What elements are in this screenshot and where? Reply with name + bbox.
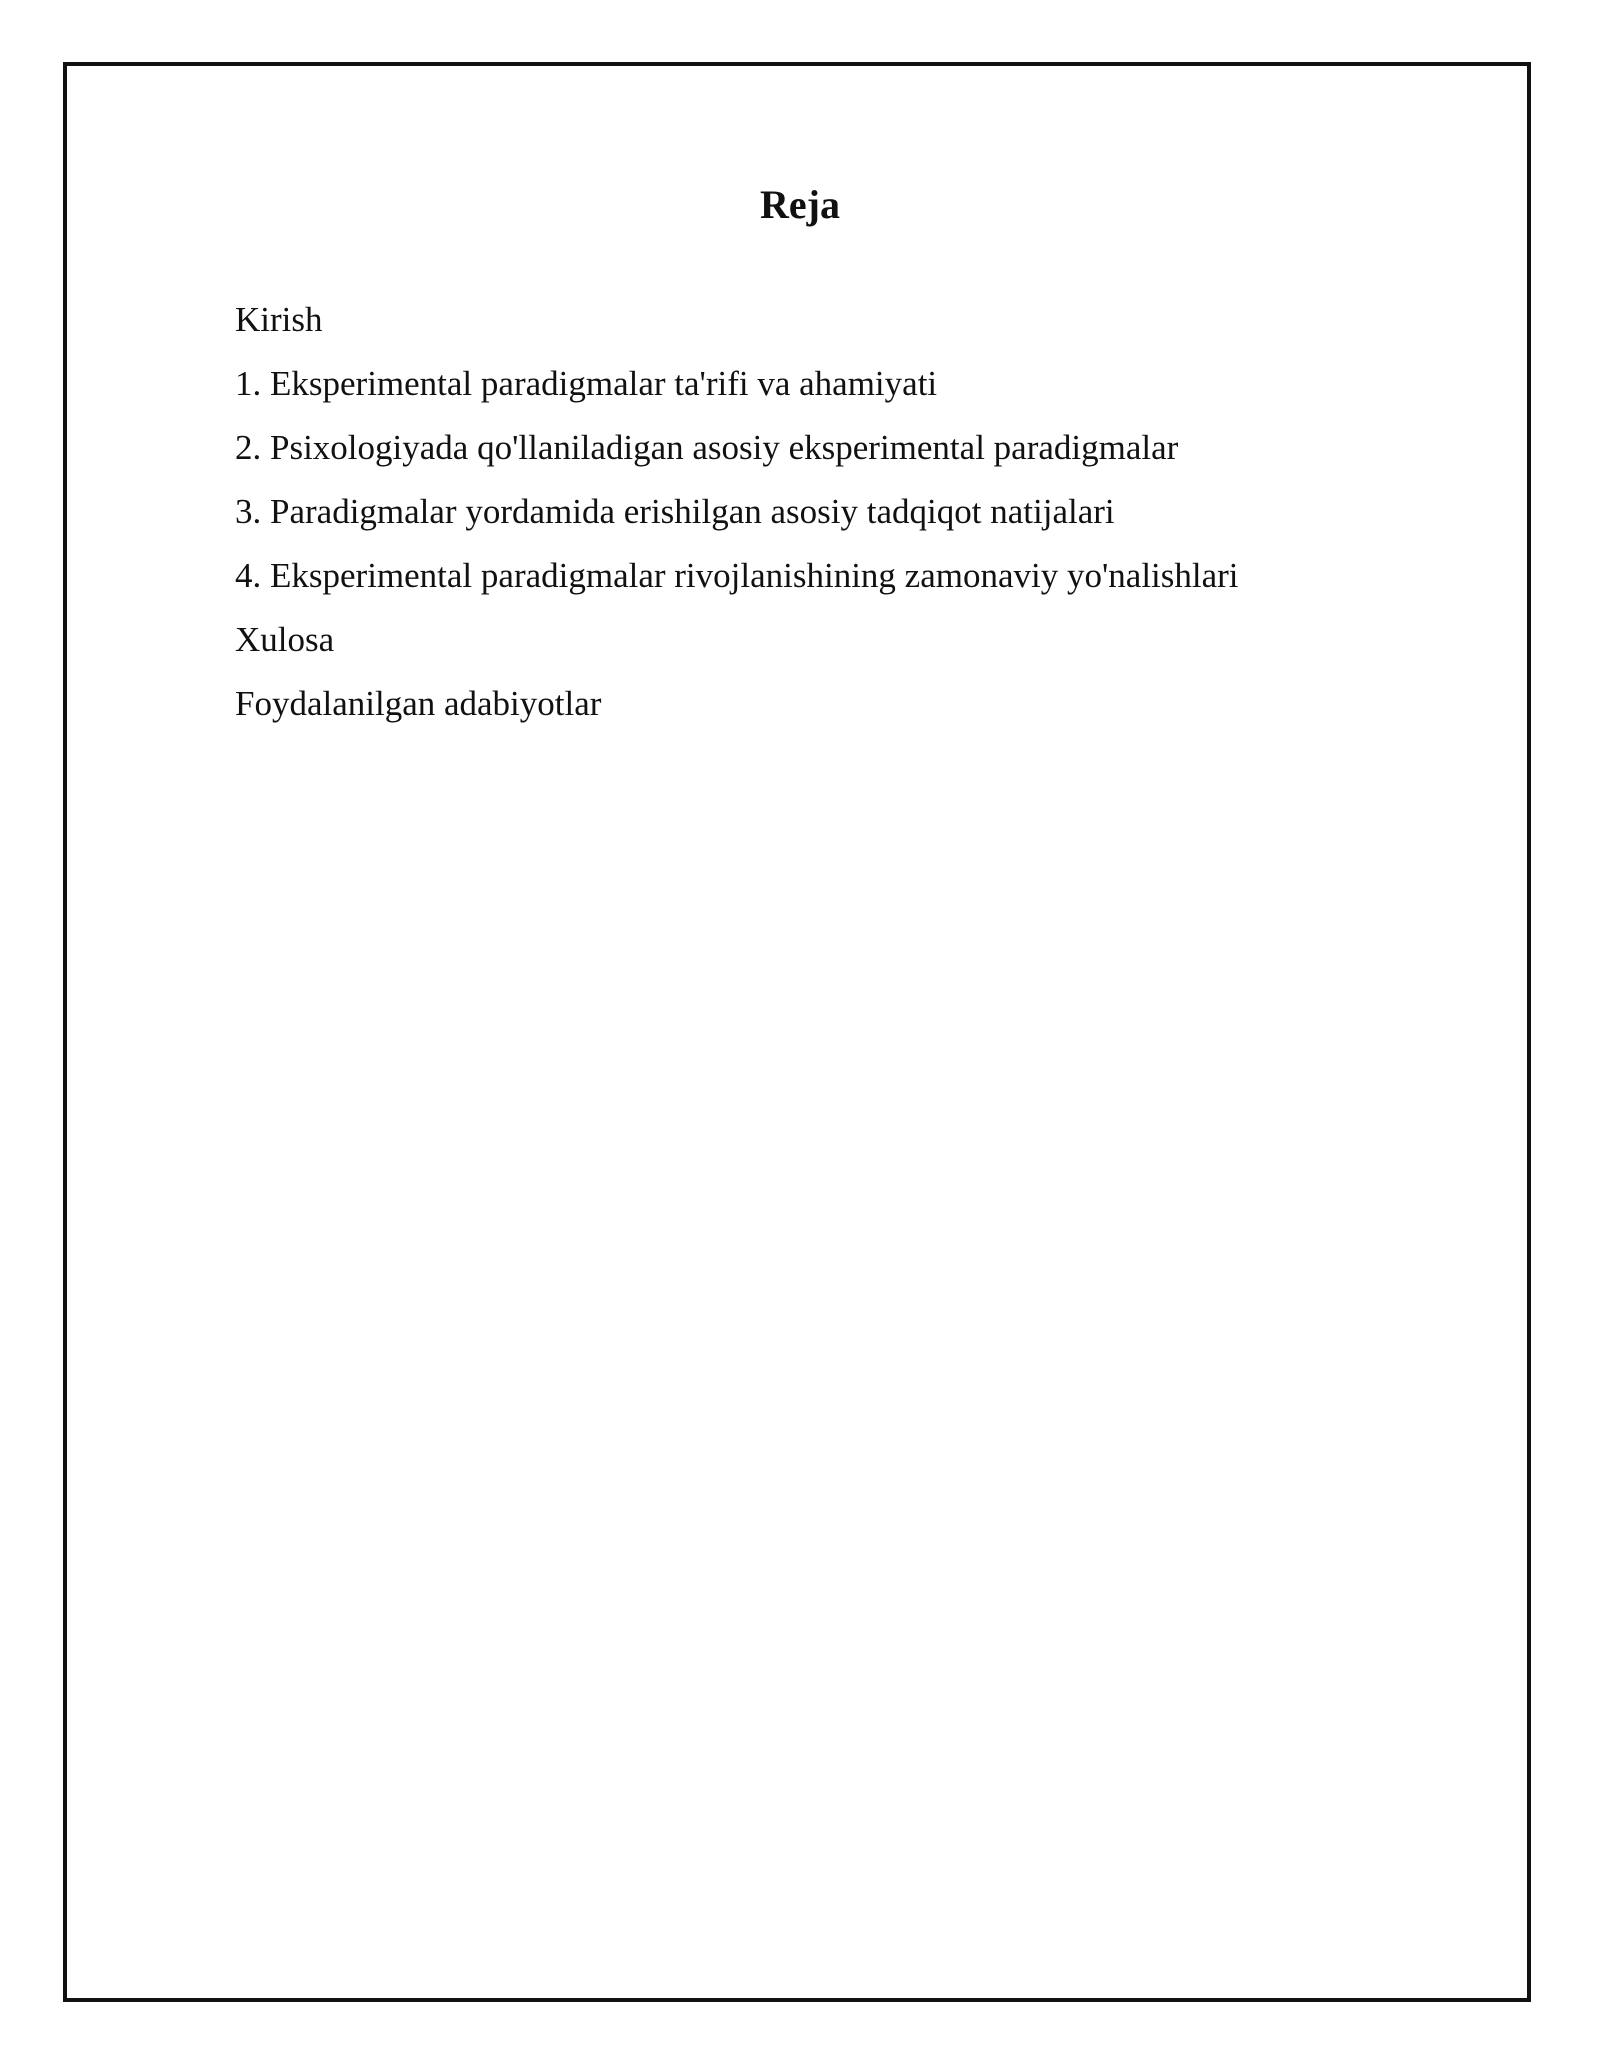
plan-item-1: 1. Eksperimental paradigmalar ta'rifi va ahamiyati <box>235 364 938 403</box>
plan-item-2: 2. Psixologiyada qo'llaniladigan asosiy eksperimental paradigmalar <box>235 428 1179 467</box>
plan-item-3: 3. Paradigmalar yordamida erishilgan asosiy tadqiqot natijalari <box>235 492 1115 531</box>
page-title: Reja <box>760 182 840 227</box>
plan-list <box>235 288 1239 736</box>
plan-item-4: 4. Eksperimental paradigmalar rivojlanishining zamonaviy yo'nalishlari <box>235 556 1239 595</box>
plan-item-conclusion: Xulosa <box>235 620 335 659</box>
plan-item-references: Foydalanilgan adabiyotlar <box>235 684 602 723</box>
plan-item-intro: Kirish <box>235 300 323 339</box>
